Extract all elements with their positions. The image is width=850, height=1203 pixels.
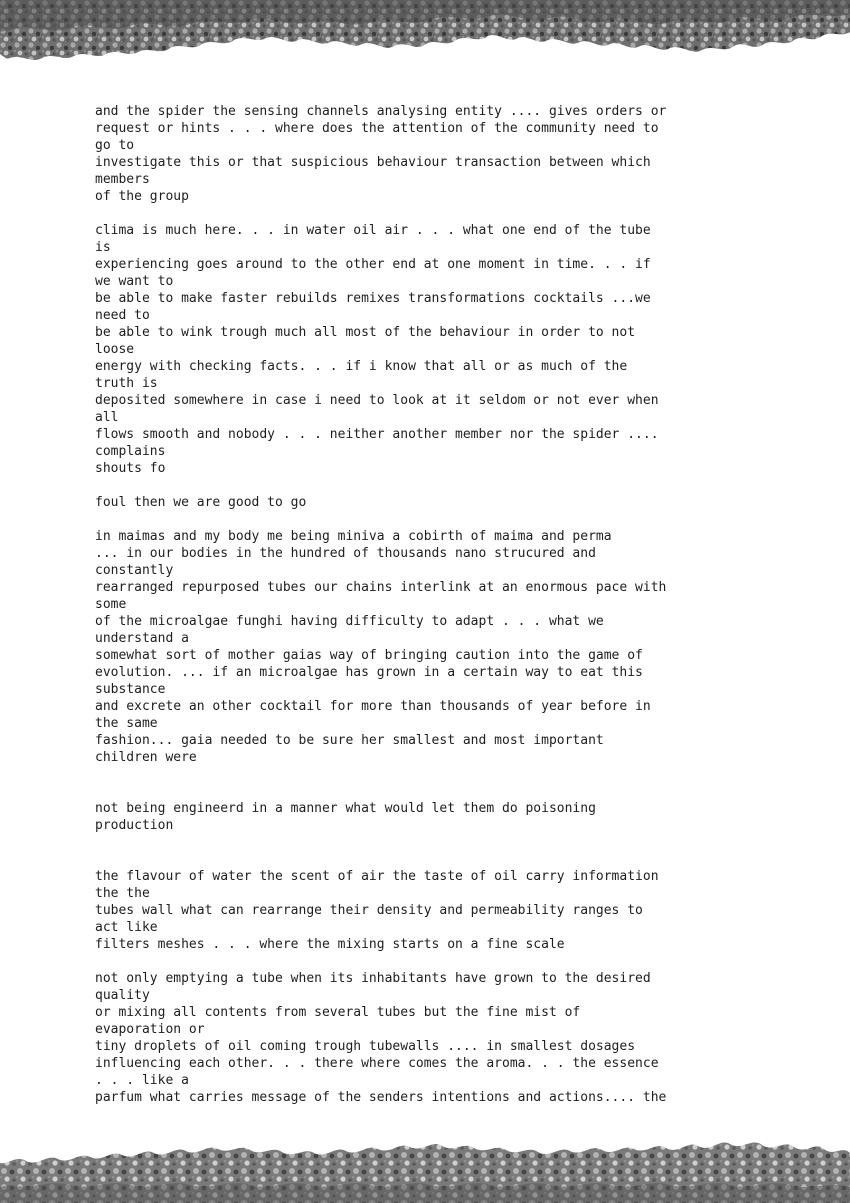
text-line: loose xyxy=(95,342,135,357)
text-line: in maimas and my body me being miniva a cobirth of maima and perma xyxy=(95,529,612,544)
text-line: . . . like a xyxy=(95,1073,189,1088)
text-line: and the spider the sensing channels analysing entity .... gives orders or xyxy=(95,104,667,119)
text-line: of the microalgae funghi having difficulty to adapt . . . what we xyxy=(95,614,604,629)
text-line: the flavour of water the scent of air the taste of oil carry information xyxy=(95,869,659,884)
text-line: go to xyxy=(95,138,135,153)
foliage-decoration-top xyxy=(0,0,850,70)
text-line: shouts fo xyxy=(95,461,166,476)
paragraph xyxy=(95,494,775,511)
paragraph xyxy=(95,800,775,834)
text-line: be able to make faster rebuilds remixes transformations cocktails ...we xyxy=(95,291,651,306)
text-line: be able to wink trough much all most of the behaviour in order to not xyxy=(95,325,636,340)
text-line: tubes wall what can rearrange their density and permeability ranges to xyxy=(95,903,643,918)
text-line: not being engineerd in a manner what would let them do poisoning xyxy=(95,801,596,816)
text-line: parfum what carries message of the senders intentions and actions.... the xyxy=(95,1090,667,1105)
text-line: evaporation or xyxy=(95,1022,205,1037)
text-line: fashion... gaia needed to be sure her smallest and most important xyxy=(95,733,604,748)
paragraph-gap xyxy=(95,834,775,868)
text-line: evolution. ... if an microalgae has grown in a certain way to eat this xyxy=(95,665,643,680)
text-line: somewhat sort of mother gaias way of bringing caution into the game of xyxy=(95,648,643,663)
paragraph xyxy=(95,103,775,205)
text-line: foul then we are good to go xyxy=(95,495,307,510)
text-line: complains xyxy=(95,444,166,459)
text-line: or mixing all contents from several tubes but the fine mist of xyxy=(95,1005,581,1020)
bottom-foliage-border xyxy=(0,1135,850,1203)
text-line: influencing each other. . . there where comes the aroma. . . the essence xyxy=(95,1056,659,1071)
text-line: of the group xyxy=(95,189,189,204)
text-line: the same xyxy=(95,716,158,731)
text-line: clima is much here. . . in water oil air . . . what one end of the tube xyxy=(95,223,651,238)
text-line: quality xyxy=(95,988,150,1003)
text-line: we want to xyxy=(95,274,174,289)
text-line: substance xyxy=(95,682,166,697)
text-line: deposited somewhere in case i need to look at it seldom or not ever when xyxy=(95,393,659,408)
text-line: understand a xyxy=(95,631,189,646)
document-text-body xyxy=(95,103,775,1106)
paragraph-gap xyxy=(95,953,775,970)
text-line: experiencing goes around to the other end at one moment in time. . . if xyxy=(95,257,651,272)
text-line: is xyxy=(95,240,111,255)
paragraph xyxy=(95,222,775,477)
text-line: constantly xyxy=(95,563,174,578)
text-line: not only emptying a tube when its inhabitants have grown to the desired xyxy=(95,971,651,986)
paragraph xyxy=(95,970,775,1106)
text-line: and excrete an other cocktail for more than thousands of year before in xyxy=(95,699,651,714)
text-line: rearranged repurposed tubes our chains interlink at an enormous pace with xyxy=(95,580,667,595)
text-line: truth is xyxy=(95,376,158,391)
paragraph-gap xyxy=(95,511,775,528)
text-line: need to xyxy=(95,308,150,323)
top-foliage-border xyxy=(0,0,850,70)
text-line: energy with checking facts. . . if i know that all or as much of the xyxy=(95,359,628,374)
paragraph-gap xyxy=(95,205,775,222)
paragraph-gap xyxy=(95,477,775,494)
paragraph xyxy=(95,868,775,953)
text-line: ... in our bodies in the hundred of thousands nano strucured and xyxy=(95,546,596,561)
text-line: request or hints . . . where does the attention of the community need to xyxy=(95,121,659,136)
text-line: investigate this or that suspicious behaviour transaction between which xyxy=(95,155,651,170)
text-line: production xyxy=(95,818,174,833)
text-line: all xyxy=(95,410,119,425)
text-line: children were xyxy=(95,750,197,765)
foliage-decoration-bottom xyxy=(0,1135,850,1203)
text-line: act like xyxy=(95,920,158,935)
text-line: filters meshes . . . where the mixing starts on a fine scale xyxy=(95,937,565,952)
text-line: flows smooth and nobody . . . neither another member nor the spider .... xyxy=(95,427,659,442)
text-line: some xyxy=(95,597,127,612)
paragraph-gap xyxy=(95,766,775,800)
text-line: the the xyxy=(95,886,150,901)
text-line: tiny droplets of oil coming trough tubewalls .... in smallest dosages xyxy=(95,1039,636,1054)
text-line: members xyxy=(95,172,150,187)
paragraph xyxy=(95,528,775,766)
